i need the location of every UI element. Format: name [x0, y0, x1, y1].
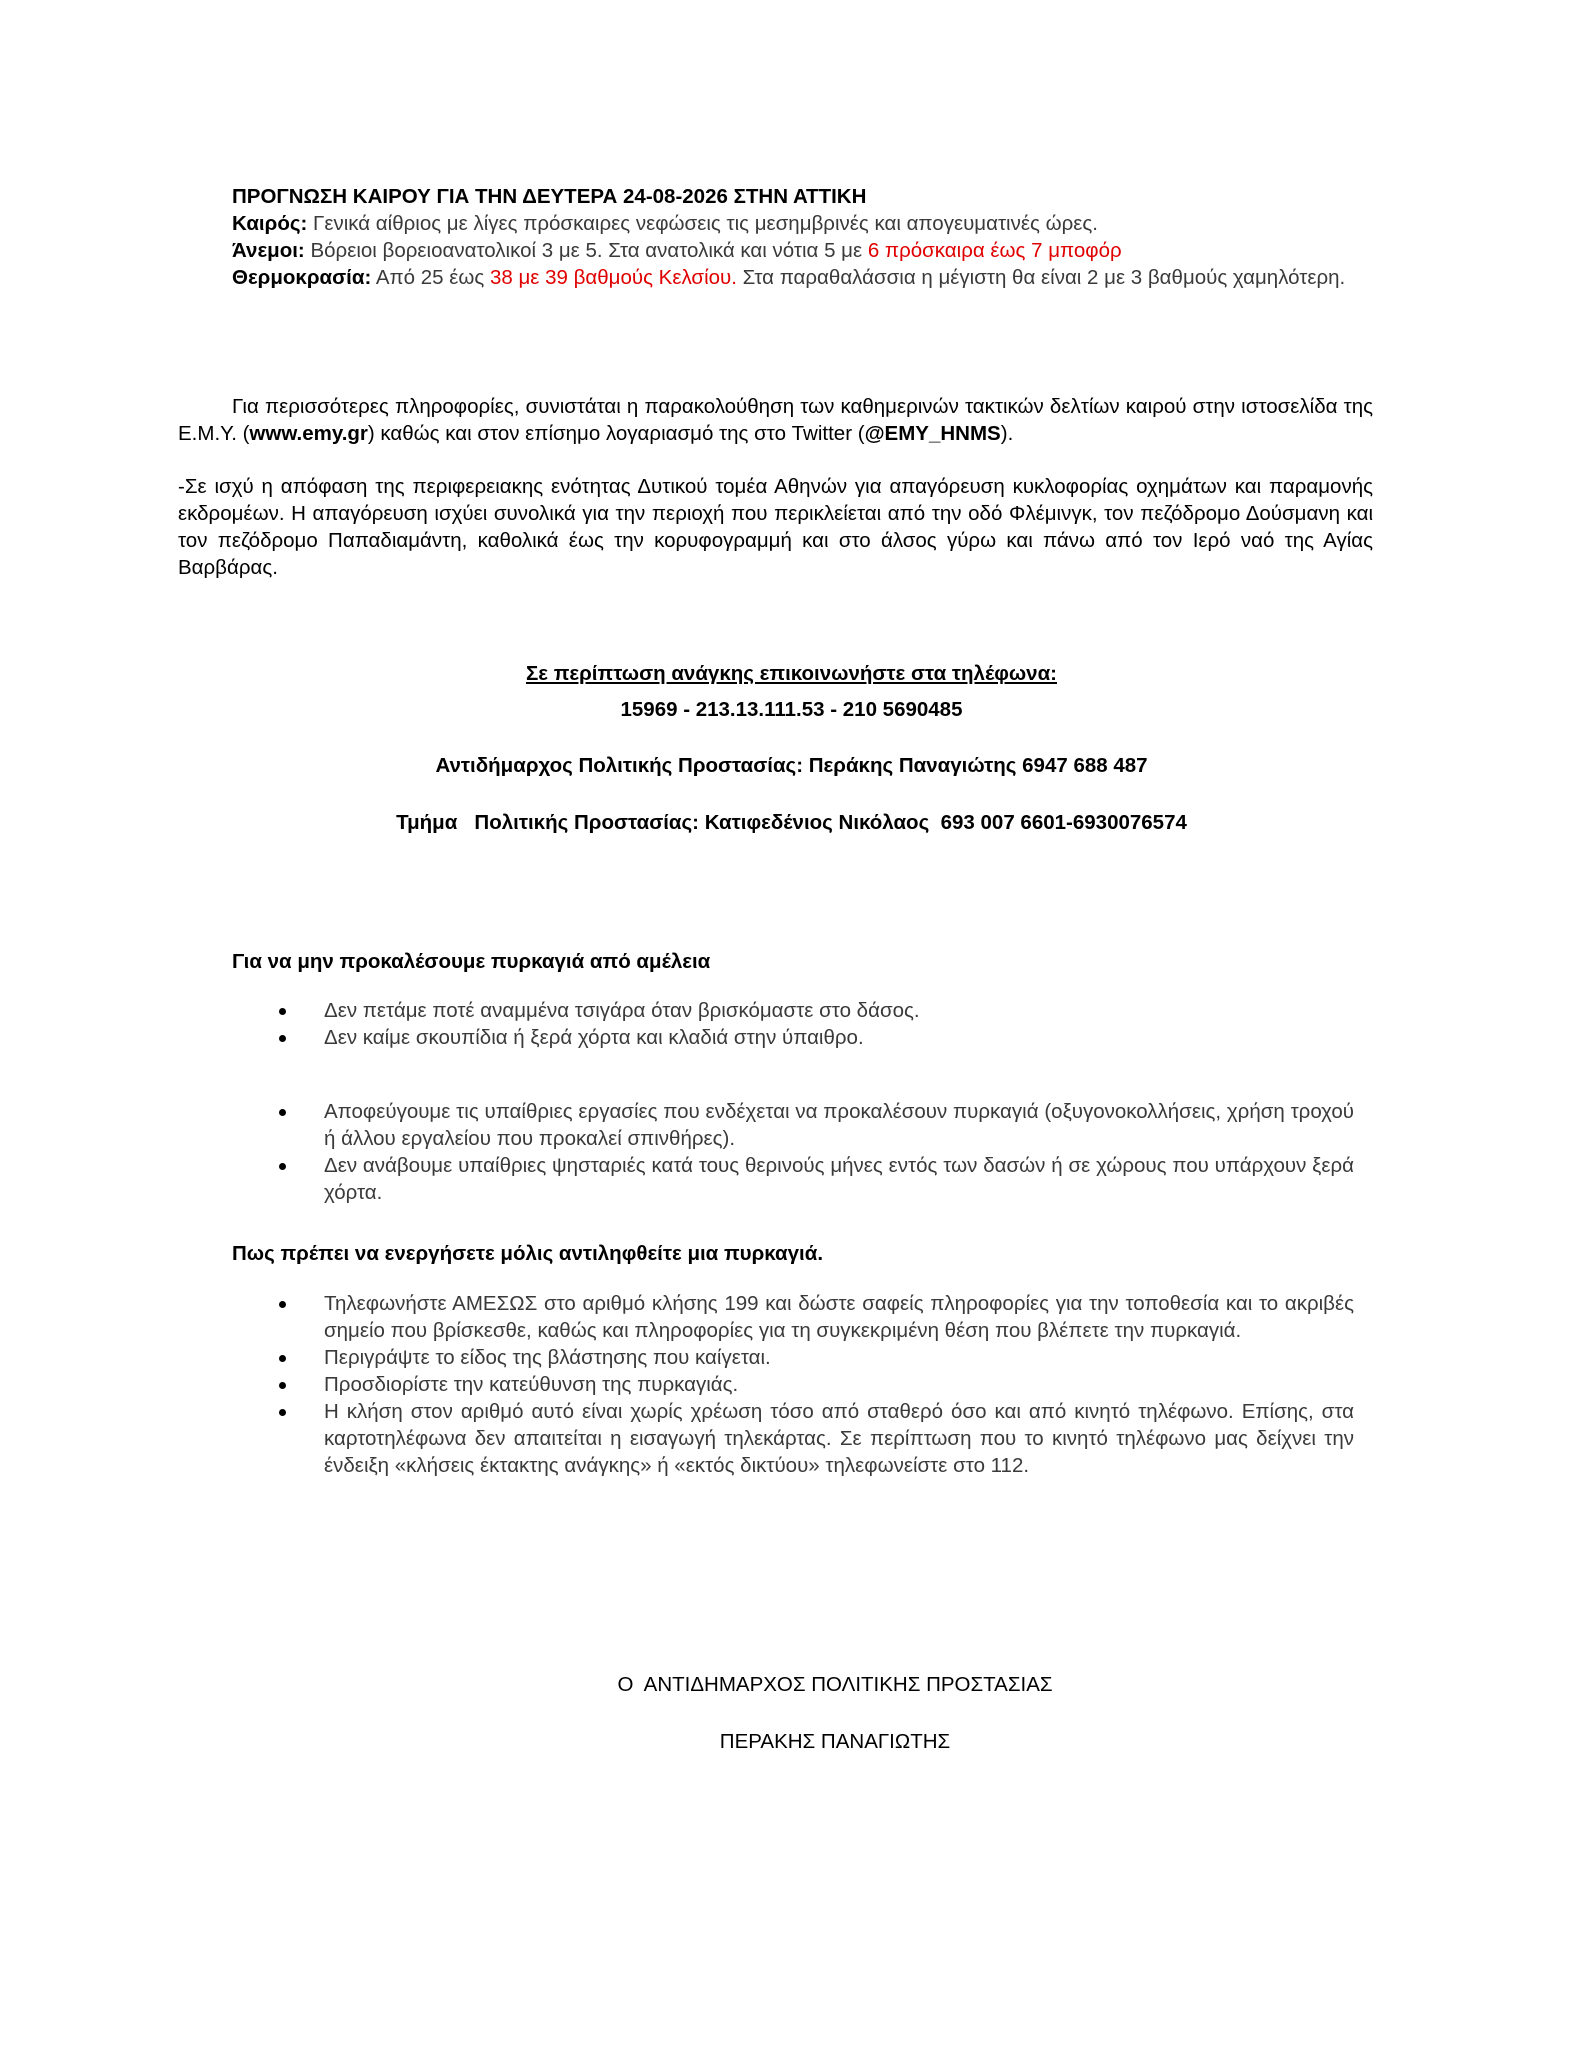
list-item: Δεν ανάβουμε υπαίθριες ψησταριές κατά τους θερινούς μήνες εντός των δασών ή σε χώρους που υπάρχουν ξερά χόρτα.: [232, 1152, 1354, 1206]
list-item: Αποφεύγουμε τις υπαίθριες εργασίες που ενδέχεται να προκαλέσουν πυρκαγιά (οξυγονοκολλήσεις, χρήση τροχού ή άλλου εργαλείου που προκαλεί σπινθήρες).: [232, 1098, 1354, 1152]
forecast-temperature: [232, 264, 1354, 291]
weather-text: Γενικά αίθριος με λίγες πρόσκαιρες νεφώσεις τις μεσημβρινές και απογευματινές ώρες.: [307, 212, 1098, 235]
temp-text-2: Στα παραθαλάσσια η μέγιστη θα είναι 2 με 3 βαθμούς χαμηλότερη.: [736, 266, 1346, 289]
winds-text: Βόρειοι βορειοανατολικοί 3 με 5. Στα ανατολικά και νότια 5 με: [304, 239, 868, 262]
info-text-2: ) καθώς και στον επίσημο λογαριασμό της στο Twitter (: [367, 422, 865, 445]
info-text-3: ).: [1000, 422, 1014, 445]
bullet-icon: [279, 1163, 286, 1170]
list-item: Δεν καίμε σκουπίδια ή ξερά χόρτα και κλαδιά στην ύπαιθρο.: [232, 1024, 1354, 1051]
prevention-list-1: [232, 997, 1354, 1051]
bullet-icon: [279, 1301, 286, 1308]
info-paragraph: [178, 393, 1373, 447]
prevention-heading: Για να μην προκαλέσουμε πυρκαγιά από αμέλεια: [232, 950, 711, 973]
bullet-icon: [279, 1035, 286, 1042]
prevention-list-2: [232, 1098, 1354, 1206]
info-text-1: Για περισσότερες πληροφορίες, συνιστάται η παρακολούθηση των καθημερινών τακτικών δελτίων καιρού στην ιστοσελίδα της Ε.Μ.Υ. (: [178, 395, 1373, 445]
response-heading: Πως πρέπει να ενεργήσετε μόλις αντιληφθείτε μια πυρκαγιά.: [232, 1242, 824, 1265]
department-contact: Τμήμα Πολιτικής Προστασίας: Κατιφεδένιος Νικόλαος 693 007 6601-6930076574: [396, 811, 1187, 834]
contacts-phones: 15969 - 213.13.111.53 - 210 5690485: [620, 698, 963, 721]
weather-label: Καιρός:: [232, 212, 308, 235]
response-list: [232, 1290, 1354, 1479]
bullet-icon: [279, 1109, 286, 1116]
bullet-icon: [279, 1382, 286, 1389]
winds-label: Άνεμοι:: [232, 239, 305, 262]
list-item: Η κλήση στον αριθμό αυτό είναι χωρίς χρέωση τόσο από σταθερό όσο και από κινητό τηλέφωνο. Επίσης, στα καρτοτηλέφωνα δεν απαιτείται η εισαγωγή τηλεκάρτας. Σε περίπτωση που το κινητό τηλέφωνο μας δείχνει την ένδειξη «κλήσεις έκτακτης ανάγκης» ή «εκτός δικτύου» τηλεφωνείστε στο 112.: [232, 1398, 1354, 1479]
bullet-icon: [279, 1355, 286, 1362]
list-item: Τηλεφωνήστε ΑΜΕΣΩΣ στο αριθμό κλήσης 199 και δώστε σαφείς πληροφορίες για την τοποθεσία και το ακριβές σημείο που βρίσκεσθε, καθώς και πληροφορίες για τη συγκεκριμένη θέση που βλέπετε την πυρκαγιά.: [232, 1290, 1354, 1344]
ban-paragraph: -Σε ισχύ η απόφαση της περιφερειακης ενότητας Δυτικού τομέα Αθηνών για απαγόρευση κυκλοφορίας οχημάτων και παραμονής εκδρομέων. Η απαγόρευση ισχύει συνολικά για την περιοχή που περικλείεται από την οδό Φλέμινγκ, τον πεζόδρομο Δούσμανη και τον πεζόδρομο Παπαδιαμάντη, καθολικά έως την κορυφογραμμή και στο άλσος γύρω και πάνω από τον Ιερό ναό της Αγίας Βαρβάρας.: [178, 475, 1373, 579]
forecast-section: [232, 183, 1354, 291]
list-item: Περιγράψτε το είδος της βλάστησης που καίγεται.: [232, 1344, 1354, 1371]
twitter-handle[interactable]: @EMY_HNMS: [864, 422, 1001, 445]
forecast-winds: [232, 237, 1354, 264]
deputy-mayor-contact: Αντιδήμαρχος Πολιτικής Προστασίας: Περάκης Παναγιώτης 6947 688 487: [435, 754, 1148, 777]
temp-label: Θερμοκρασία:: [232, 266, 372, 289]
bullet-icon: [279, 1008, 286, 1015]
signature-name: ΠΕΡΑΚΗΣ ΠΑΝΑΓΙΩΤΗΣ: [719, 1730, 951, 1753]
bullet-icon: [279, 1409, 286, 1416]
emy-link[interactable]: www.emy.gr: [249, 422, 368, 445]
forecast-title: ΠΡΟΓΝΩΣΗ ΚΑΙΡΟΥ ΓΙΑ ΤΗΝ ΔΕΥΤΕΡΑ 24-08-2026 ΣΤΗΝ ΑΤΤΙΚΗ: [232, 185, 867, 208]
temp-highlight: 38 με 39 βαθμούς Κελσίου.: [490, 266, 737, 289]
signature-title: Ο ΑΝΤΙΔΗΜΑΡΧΟΣ ΠΟΛΙΤΙΚΗΣ ΠΡΟΣΤΑΣΙΑΣ: [617, 1673, 1053, 1696]
list-item: Δεν πετάμε ποτέ αναμμένα τσιγάρα όταν βρισκόμαστε στο δάσος.: [232, 997, 1354, 1024]
contacts-heading: Σε περίπτωση ανάγκης επικοινωνήστε στα τηλέφωνα:: [525, 662, 1058, 685]
forecast-weather: [232, 210, 1354, 237]
temp-text-1: Από 25 έως: [371, 266, 490, 289]
list-item: Προσδιορίστε την κατεύθυνση της πυρκαγιάς.: [232, 1371, 1354, 1398]
winds-highlight: 6 πρόσκαιρα έως 7 μποφόρ: [867, 239, 1122, 262]
